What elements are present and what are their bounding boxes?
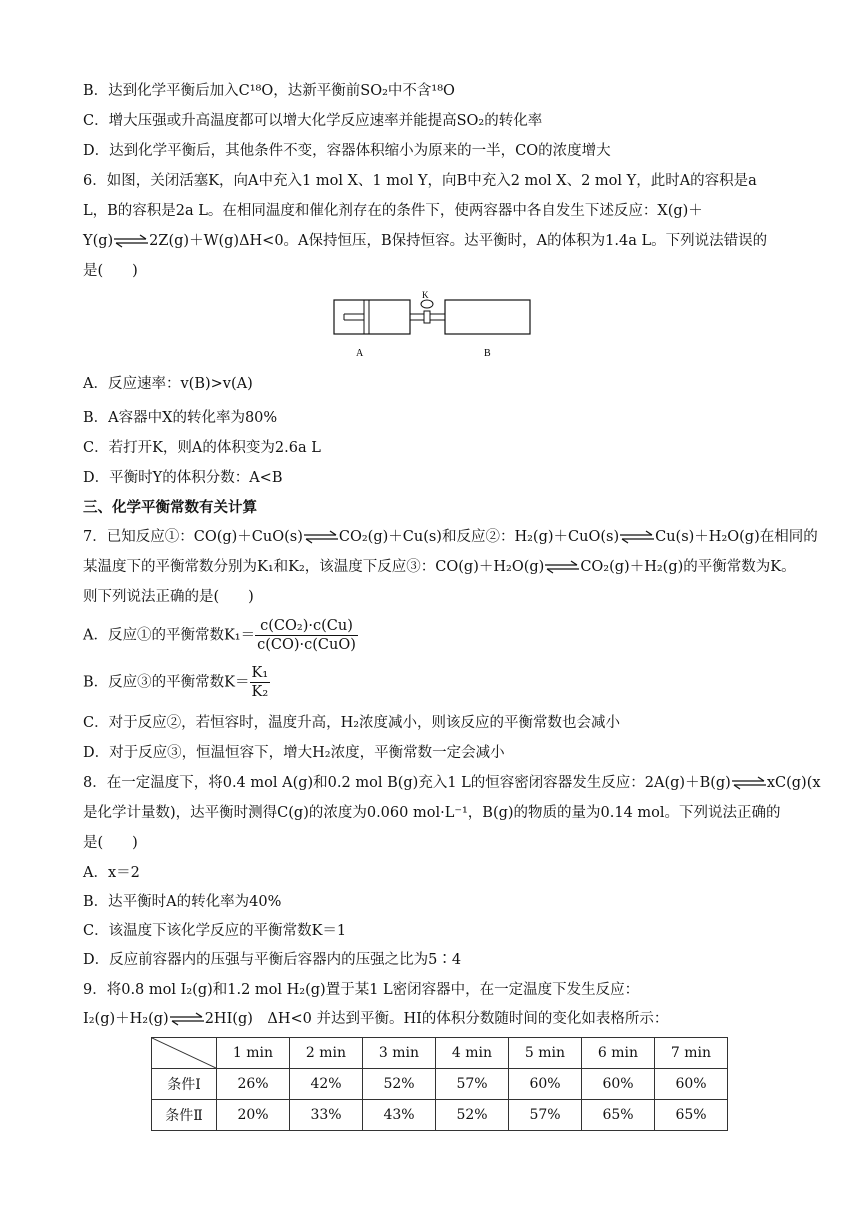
- table-header-cell: 3 min: [363, 1038, 436, 1069]
- q8-stem-line3: 是( ): [83, 835, 138, 851]
- table-cell: 60%: [582, 1069, 655, 1100]
- q7a-prefix: A．反应①的平衡常数K₁＝: [83, 627, 256, 644]
- table-cell: 52%: [436, 1100, 509, 1131]
- label-b: B: [484, 348, 491, 359]
- q8-option-a: A．x＝2: [83, 865, 140, 881]
- container-a: [334, 300, 410, 334]
- q9-stem-line1: 9．将0.8 mol I₂(g)和1.2 mol H₂(g)置于某1 L密闭容器中，在一定温度下发生反应：: [83, 982, 640, 998]
- equilibrium-arrow-icon: [619, 530, 655, 544]
- q5-option-c: C．增大压强或升高温度都可以增大化学反应速率并能提高SO₂的转化率: [83, 113, 543, 129]
- container-b: [445, 300, 530, 334]
- q5-option-b: B．达到化学平衡后加入C¹⁸O，达新平衡前SO₂中不含¹⁸O: [83, 83, 455, 99]
- table-cell: 52%: [363, 1069, 436, 1100]
- table-cell: 65%: [582, 1100, 655, 1131]
- q7a-fraction: [255, 617, 358, 654]
- q8-option-b: B．达平衡时A的转化率为40%: [83, 894, 282, 910]
- table-row: [152, 1069, 728, 1100]
- q7b-fraction: [250, 664, 271, 701]
- table-cell: 42%: [290, 1069, 363, 1100]
- hi-fraction-table: [151, 1037, 728, 1131]
- table-header-cell: 6 min: [582, 1038, 655, 1069]
- table-cell: 26%: [217, 1069, 290, 1100]
- q5-option-d: D．达到化学平衡后，其他条件不变，容器体积缩小为原来的一半，CO的浓度增大: [83, 143, 611, 159]
- equilibrium-arrow-icon: [303, 530, 339, 544]
- q6-option-b: B．A容器中X的转化率为80%: [83, 410, 278, 426]
- row-label: 条件Ⅰ: [152, 1069, 217, 1100]
- equilibrium-arrow-icon: [544, 560, 580, 574]
- diagonal-divider: [152, 1038, 216, 1068]
- q7-option-c: C．对于反应②，若恒容时，温度升高，H₂浓度减小，则该反应的平衡常数也会减小: [83, 715, 621, 731]
- q8-product: xC(g)(x: [766, 775, 821, 791]
- table-header-cell: 5 min: [509, 1038, 582, 1069]
- q6-stem-line1: 6．如图，关闭活塞K，向A中充入1 mol X、1 mol Y，向B中充入2 mol X、2 mol Y，此时A的容积是a: [83, 173, 757, 189]
- table-cell: 65%: [655, 1100, 728, 1131]
- stopcock-k: [424, 311, 430, 323]
- q7b-prefix: B．反应③的平衡常数K＝: [83, 674, 250, 691]
- q9-stem-line2: [83, 1009, 668, 1029]
- q6-stem-line3: [83, 231, 767, 251]
- q8-stem-line2: 是化学计量数)，达平衡时测得C(g)的浓度为0.060 mol·L⁻¹，B(g)的物质的量为0.14 mol。下列说法正确的: [83, 805, 781, 821]
- table-row: [152, 1100, 728, 1131]
- piston: [364, 300, 369, 334]
- q8-option-c: C．该温度下该化学反应的平衡常数K＝1: [83, 923, 347, 939]
- table-cell: 20%: [217, 1100, 290, 1131]
- table-header-cell: 2 min: [290, 1038, 363, 1069]
- q7-reaction2-product: Cu(s)＋H₂O(g)在相同的: [655, 529, 818, 545]
- equilibrium-arrow-icon: [113, 234, 149, 248]
- q7b-numerator: K₁: [251, 665, 269, 681]
- label-a: A: [356, 348, 364, 359]
- table-cell: 33%: [290, 1100, 363, 1131]
- q6-stem-line2: L，B的容积是2a L。在相同温度和催化剂存在的条件下，使两容器中各自发生下述反应：X(g)＋: [83, 203, 703, 219]
- table-header-cell: 4 min: [436, 1038, 509, 1069]
- q6-option-c: C．若打开K，则A的体积变为2.6a L: [83, 440, 321, 456]
- table-header-cell: 7 min: [655, 1038, 728, 1069]
- q7-option-b: [83, 664, 270, 701]
- table-header-row: [152, 1038, 728, 1069]
- section-heading: 三、化学平衡常数有关计算: [83, 500, 257, 516]
- equilibrium-arrow-icon: [731, 776, 767, 790]
- q6-stem-line4: 是( ): [83, 263, 138, 279]
- table-cell: 43%: [363, 1100, 436, 1131]
- q9-reaction: I₂(g)＋H₂(g): [83, 1011, 169, 1027]
- table-cell: 60%: [509, 1069, 582, 1100]
- equilibrium-arrow-icon: [169, 1012, 205, 1026]
- q7-reaction3: 某温度下的平衡常数分别为K₁和K₂，该温度下反应③：CO(g)＋H₂O(g): [83, 559, 545, 575]
- table-header-cell: 1 min: [217, 1038, 290, 1069]
- q7-reaction3-product: CO₂(g)＋H₂(g)的平衡常数为K。: [580, 559, 796, 575]
- q7-reaction1: 7．已知反应①：CO(g)＋CuO(s): [83, 529, 303, 545]
- table-cell: 57%: [436, 1069, 509, 1100]
- q8-stem-line1: [83, 773, 821, 793]
- table-cell: 57%: [509, 1100, 582, 1131]
- stopcock-knob: [421, 300, 433, 308]
- q7-reaction2: CO₂(g)＋Cu(s)和反应②：H₂(g)＋CuO(s): [338, 529, 620, 545]
- q8-reaction: 8．在一定温度下，将0.4 mol A(g)和0.2 mol B(g)充入1 L的恒容密闭容器发生反应：2A(g)＋B(g): [83, 775, 731, 791]
- label-k: K: [422, 290, 429, 300]
- q7-stem-line1: [83, 527, 818, 547]
- q9-product: 2HI(g) ΔH<0 并达到平衡。HI的体积分数随时间的变化如表格所示：: [204, 1011, 669, 1027]
- q6-product: 2Z(g)＋W(g)ΔH<0。A保持恒压，B保持恒容。达平衡时，A的体积为1.4a L。下列说法错误的: [149, 233, 768, 249]
- q6-option-d: D．平衡时Y的体积分数：A<B: [83, 470, 283, 486]
- q6-reactant: Y(g): [83, 233, 114, 249]
- q7-stem-line2: [83, 557, 796, 577]
- table-corner-cell: [152, 1038, 217, 1069]
- apparatus-figure: [330, 290, 540, 360]
- q7a-denominator: c(CO)·c(CuO): [257, 637, 356, 653]
- table-cell: 60%: [655, 1069, 728, 1100]
- q7-stem-line3: 则下列说法正确的是( ): [83, 589, 254, 605]
- q7b-denominator: K₂: [251, 684, 269, 700]
- q7-option-a: [83, 617, 358, 654]
- q6-option-a: A．反应速率：v(B)>v(A): [83, 376, 253, 392]
- q8-option-d: D．反应前容器内的压强与平衡后容器内的压强之比为5∶4: [83, 952, 462, 968]
- q7-option-d: D．对于反应③，恒温恒容下，增大H₂浓度，平衡常数一定会减小: [83, 745, 505, 761]
- q7a-numerator: c(CO₂)·c(Cu): [255, 617, 358, 636]
- row-label: 条件Ⅱ: [152, 1100, 217, 1131]
